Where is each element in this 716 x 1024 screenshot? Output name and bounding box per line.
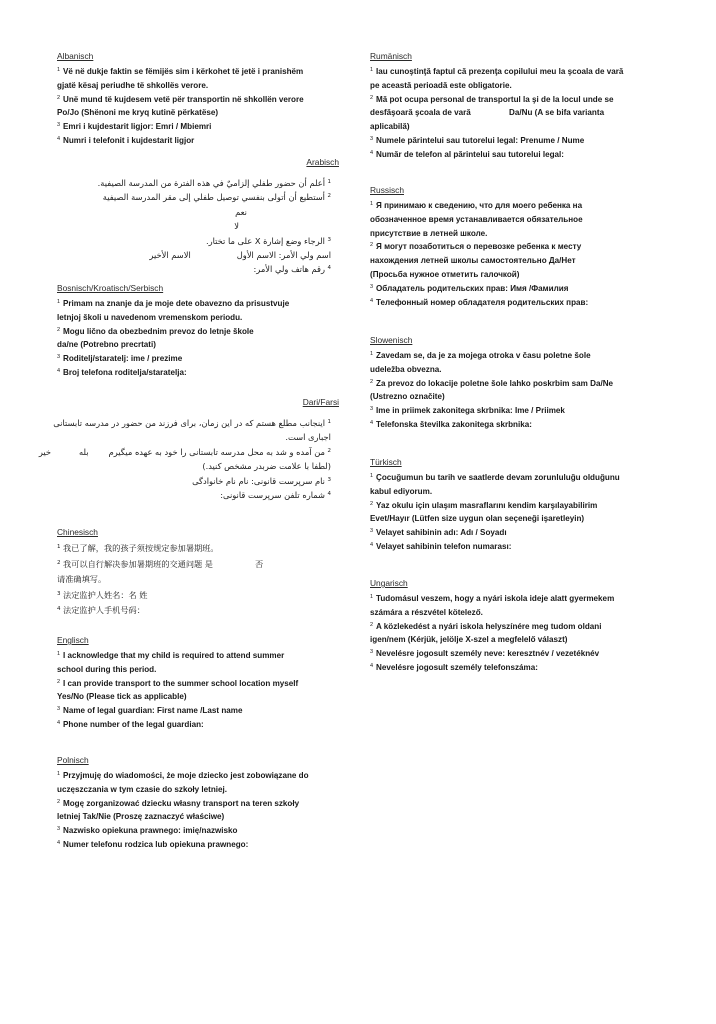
section-hungarian <box>370 577 660 675</box>
text-line: 1 Vë në dukje faktin se fëmijës sim i kërkohet të jetë i pranishëm <box>57 67 304 76</box>
text-line: 3 Обладатель родительских прав: Имя /Фамилия <box>370 283 569 293</box>
text-line: 4 Phone number of the legal guardian: <box>57 719 204 729</box>
text-line: kabul ediyorum. <box>370 486 433 496</box>
section-heading: Ungarisch <box>370 578 408 588</box>
text-line: pe această perioadă este obligatorie. <box>370 80 512 90</box>
text-line: 3 Name of legal guardian: First name /Last name <box>57 706 243 716</box>
section-arabic <box>57 156 339 282</box>
section-heading: Chinesisch <box>57 527 98 537</box>
section-albanian <box>57 50 339 156</box>
text-line: 3الرجاء وضع إشارة X على ما تختار. <box>205 235 331 246</box>
text-line: 3 Roditelj/staratelj: ime / prezime <box>57 354 183 364</box>
text-line: 3 法定监护人姓名：名 姓 <box>57 589 148 600</box>
section-slovenian <box>370 334 660 456</box>
text-line: letnjoj školi u navedenom vremenskom periodu. <box>57 312 243 322</box>
text-line: 4 Broj telefona roditelja/staratelja: <box>57 367 187 377</box>
text-line: igen/nem (Kérjük, jelölje X-szel a megfelelő választ) <box>370 635 568 645</box>
text-line: school during this period. <box>57 664 157 674</box>
text-line: 2 Unë mund të kujdesem vetë për transportin në shkollën verore <box>57 94 304 104</box>
section-turkish <box>370 456 660 577</box>
text-line: 1 Tudomásul veszem, hogy a nyári iskola ideje alatt gyermekem <box>370 594 615 603</box>
text-line: обозначенное время устанавливается обязательное <box>370 214 583 224</box>
text-line: 4رقم هاتف ولي الأمر: <box>253 264 331 275</box>
text-line: 2 Я могут позаботиться о перевозке ребенка к месту <box>370 242 582 252</box>
text-line: da/ne (Potrebno precrtati) <box>57 340 156 350</box>
text-line: 1 Çocuğumun bu tarih ve saatlerde devam zorunluluğu olduğunu <box>370 473 620 482</box>
text-line: اسم ولي الأمر: الاسم الأولالاسم الأخير <box>149 250 331 261</box>
text-line: 1 Zavedam se, da je za mojega otroka v času poletne šole <box>370 351 591 360</box>
text-line: 3 Nazwisko opiekuna prawnego: imię/nazwisko <box>57 826 238 836</box>
text-line: 4 Numri i telefonit i kujdestarit ligjor <box>57 135 195 145</box>
text-line: Yes/No (Please tick as applicable) <box>57 692 187 702</box>
text-line: 4شماره تلفن سرپرست قانونی: <box>220 490 331 501</box>
text-line: 3 Nevelésre jogosult személy neve: keresztnév / vezetéknév <box>370 649 600 659</box>
text-line: 2من آمده و شد به محل مدرسه تابستانی را خود به عهده میگیرمبلهخیر <box>38 446 331 457</box>
text-line: 2 Za prevoz do lokacije poletne šole lahko poskrbim sam Da/Ne <box>370 378 614 388</box>
text-line: 2 I can provide transport to the summer school location myself <box>57 678 299 688</box>
right-column <box>370 50 660 675</box>
text-line: 2 Mogu lično da obezbednim prevoz do letnje škole <box>57 326 254 336</box>
text-line: 2 Yaz okulu için ulaşım masraflarını kendim karşılayabilirim <box>370 500 598 510</box>
text-line: 2 Mogę zorganizować dziecku własny transport na teren szkoły <box>57 798 300 808</box>
section-russian <box>370 184 660 334</box>
text-line: 2 Mă pot ocupa personal de transportul la şi de la locul unde se <box>370 94 614 104</box>
section-heading: Türkisch <box>370 457 402 467</box>
text-line: 2أستطيع أن أتولى بنفسي توصيل طفلي إلى مقر المدرسة الصيفية <box>102 192 331 203</box>
text-line: 1 Przyjmuję do wiadomości, że moje dziecko jest zobowiązane do <box>57 771 309 780</box>
section-heading: Polnisch <box>57 755 89 765</box>
text-line: 1 Iau cunoştinţă faptul că prezenţa copilului meu la şcoala de vară <box>370 67 624 76</box>
section-dari <box>38 396 339 526</box>
text-line: 请准确填写。 <box>57 574 107 585</box>
text-line: letniej Tak/Nie (Proszę zaznaczyć właściwe) <box>57 812 225 822</box>
text-line: نعم <box>235 206 247 217</box>
text-line: 1أعلم أن حضور طفلي إلزاميٌ في هذه الفترة من المدرسة الصيفية. <box>97 178 331 188</box>
text-line: 4 Telefonska številka zakonitega skrbnika: <box>370 419 532 429</box>
section-heading: Albanisch <box>57 51 94 61</box>
text-line: 4 Nevelésre jogosult személy telefonszáma: <box>370 662 538 672</box>
text-line: (Просьба нужное отметить галочкой) <box>370 269 520 279</box>
text-line: Evet/Hayır (Lütfen size uygun olan seçeneği işaretleyin) <box>370 514 585 524</box>
text-line: 4 Numer telefonu rodzica lub opiekuna prawnego: <box>57 839 249 849</box>
section-bcs <box>57 282 339 396</box>
text-line: 3 Emri i kujdestarit ligjor: Emri / Mbiemri <box>57 122 212 132</box>
text-line: 1 I acknowledge that my child is required to attend summer <box>57 651 285 660</box>
text-line: нахождения летней школы самостоятельно Да/Нет <box>370 256 576 266</box>
text-line: 4 Număr de telefon al părintelui sau tutorelui legal: <box>370 149 564 159</box>
text-line: 2 我可以自行解决参加暑期班的交通问题 是 否 <box>57 558 264 569</box>
text-line: 4 Телефонный номер обладателя родительских прав: <box>370 297 589 307</box>
text-line: desfăşoară şcoala de vară Da/Nu (A se bifa varianta <box>370 108 605 118</box>
text-line: 3 Numele părintelui sau tutorelui legal: Prenume / Nume <box>370 135 585 145</box>
text-line: لا <box>234 221 239 232</box>
section-heading: Russisch <box>370 185 404 195</box>
section-polish <box>57 754 339 852</box>
left-column <box>38 50 339 852</box>
text-line: udeležba obvezna. <box>370 364 442 374</box>
text-line: 1 Я принимаю к сведению, что для моего ребенка на <box>370 201 583 210</box>
text-line: 3نام سرپرست قانونی: نام نام خانوادگی <box>192 475 331 486</box>
section-heading: Bosnisch/Kroatisch/Serbisch <box>57 283 164 293</box>
text-line: 4 Velayet sahibinin telefon numarası: <box>370 541 512 551</box>
text-line: 1 Primam na znanje da je moje dete obavezno da prisustvuje <box>57 299 290 308</box>
section-heading: Dari/Farsi <box>302 397 339 407</box>
text-line: 3 Velayet sahibinin adı: Adı / Soyadı <box>370 528 507 538</box>
section-romanian <box>370 50 660 184</box>
text-line: Po/Jo (Shënoni me kryq kutinë përkatëse) <box>57 108 219 118</box>
text-line: aplicabilă) <box>370 122 410 132</box>
text-line: gjatë kësaj periudhe të shkollës verore. <box>57 80 209 90</box>
text-line: 3 Ime in priimek zakonitega skrbnika: Ime / Priimek <box>370 406 565 416</box>
section-chinese <box>57 526 339 634</box>
section-heading: Arabisch <box>306 157 339 167</box>
text-line: 2 A közlekedést a nyári iskola helyszínére meg tudom oldani <box>370 621 602 631</box>
section-heading: Rumänisch <box>370 51 412 61</box>
section-heading: Slowenisch <box>370 335 413 345</box>
section-english <box>57 634 339 754</box>
text-line: (لطفا با علامت ضربدر مشخص کنید.) <box>202 461 331 472</box>
text-line: присутствие в летней школе. <box>370 228 488 238</box>
section-heading: Englisch <box>57 635 89 645</box>
text-line: számára a részvétel kötelező. <box>370 607 483 617</box>
text-line: 1 我已了解，我的孩子须按规定参加暑期班。 <box>57 543 219 553</box>
text-line: (Ustrezno označite) <box>370 392 445 402</box>
text-line: 4 法定监护人手机号码： <box>57 605 145 616</box>
text-line: uczęszczania w tym czasie do szkoły letniej. <box>57 784 228 794</box>
text-line: 1اینجانب مطلع هستم که در این زمان، برای فرزند من حضور در مدرسه تابستانی <box>53 418 331 428</box>
text-line: اجباری است. <box>285 432 331 443</box>
